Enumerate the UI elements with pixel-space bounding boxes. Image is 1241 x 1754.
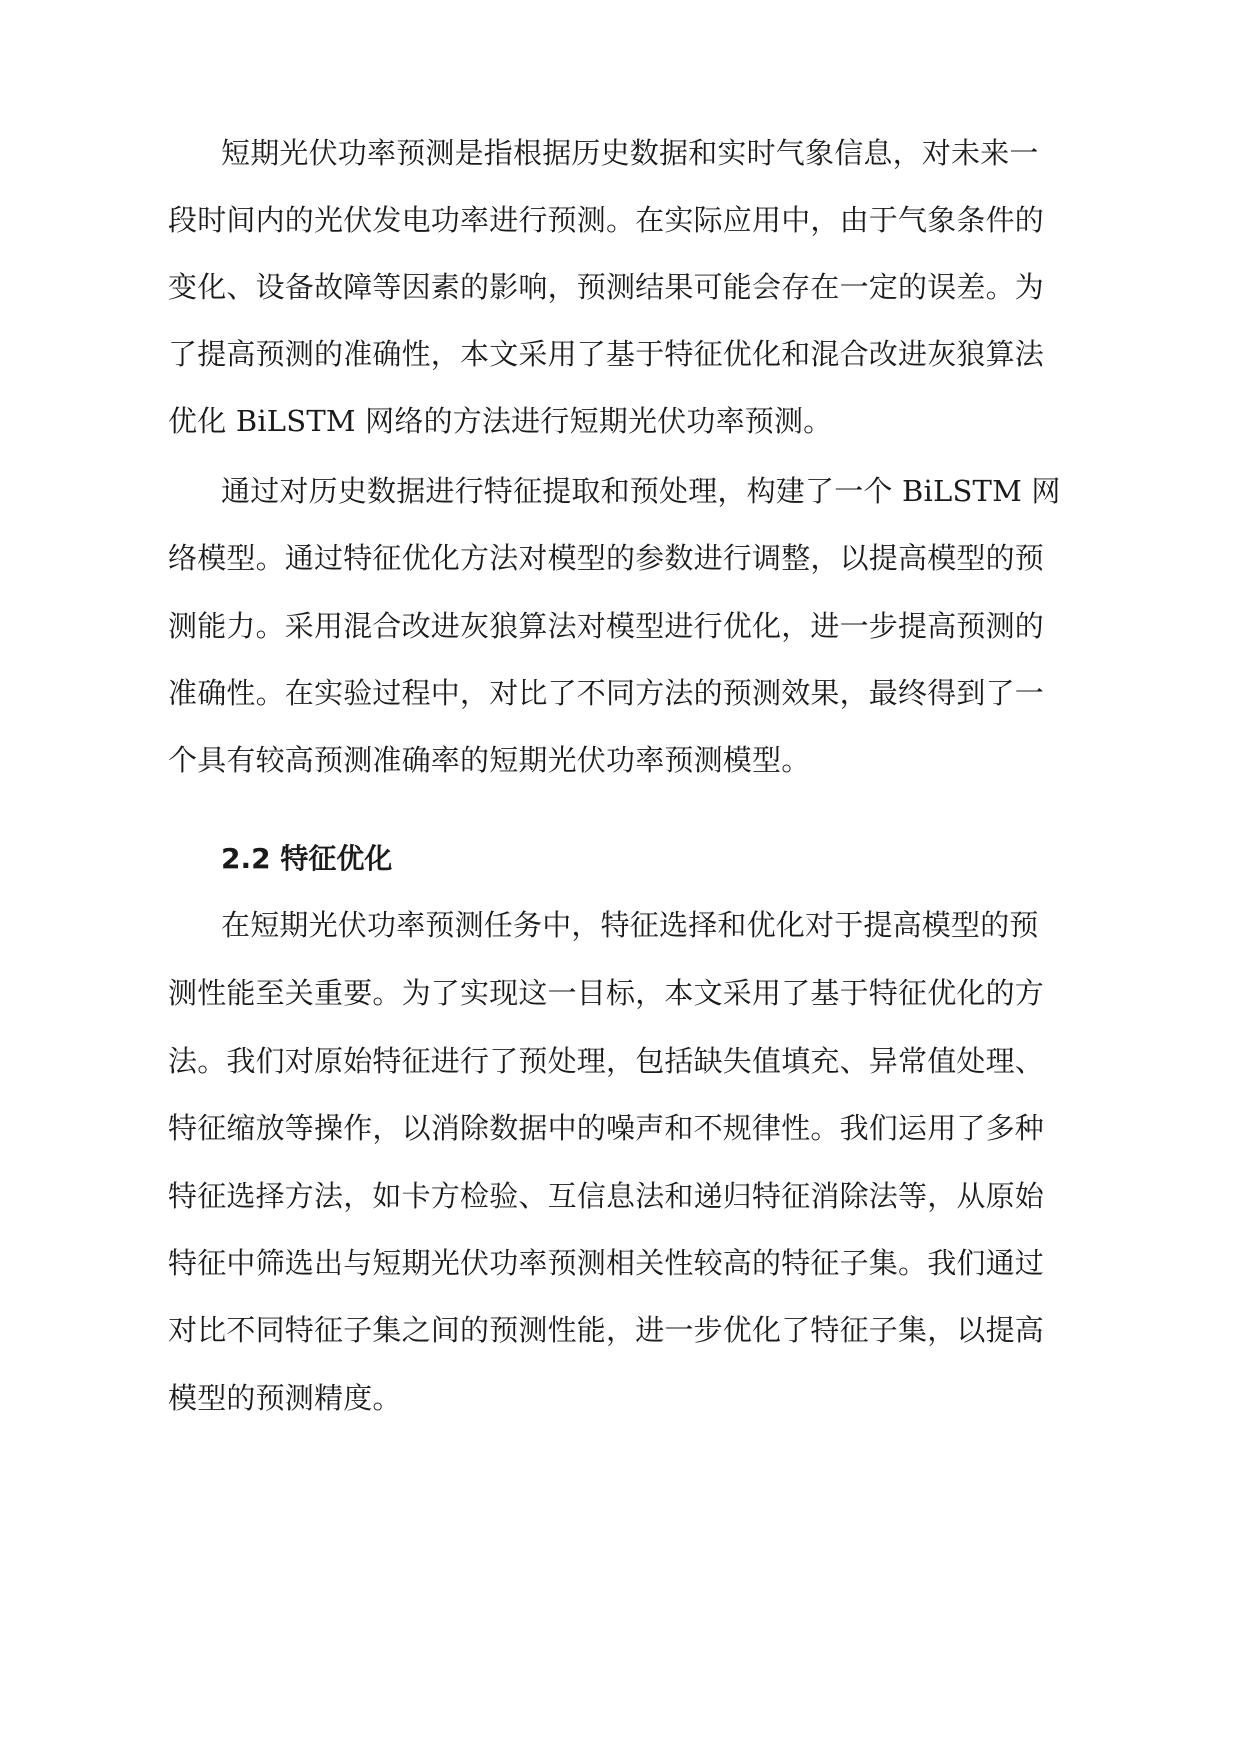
paragraph-3-line-2: 测性能至关重要。为了实现这一目标，本文采用了基于特征优化的方 bbox=[168, 976, 1045, 1010]
paragraph-1-line-5: 优化 BiLSTM 网络的方法进行短期光伏功率预测。 bbox=[168, 404, 833, 438]
paragraph-2-line-3: 测能力。采用混合改进灰狼算法对模型进行优化，进一步提高预测的 bbox=[168, 609, 1045, 643]
paragraph-2-line-4: 准确性。在实验过程中，对比了不同方法的预测效果，最终得到了一 bbox=[168, 676, 1045, 710]
paragraph-3-line-1: 在短期光伏功率预测任务中，特征选择和优化对于提高模型的预 bbox=[221, 908, 1039, 942]
paragraph-3-line-5: 特征选择方法，如卡方检验、互信息法和递归特征消除法等，从原始 bbox=[168, 1179, 1045, 1213]
paragraph-1-line-4: 了提高预测的准确性，本文采用了基于特征优化和混合改进灰狼算法 bbox=[168, 337, 1045, 371]
section-heading: 2.2 特征优化 bbox=[221, 842, 393, 875]
paragraph-1-line-2: 段时间内的光伏发电功率进行预测。在实际应用中，由于气象条件的 bbox=[168, 203, 1045, 237]
paragraph-2-line-1: 通过对历史数据进行特征提取和预处理，构建了一个 BiLSTM 网 bbox=[221, 474, 1061, 508]
paragraph-2-line-5: 个具有较高预测准确率的短期光伏功率预测模型。 bbox=[168, 743, 811, 777]
paragraph-3-line-8: 模型的预测精度。 bbox=[168, 1381, 402, 1415]
paragraph-1-line-1: 短期光伏功率预测是指根据历史数据和实时气象信息，对未来一 bbox=[221, 136, 1039, 170]
paragraph-3-line-7: 对比不同特征子集之间的预测性能，进一步优化了特征子集，以提高 bbox=[168, 1313, 1045, 1347]
paragraph-3-line-3: 法。我们对原始特征进行了预处理，包括缺失值填充、异常值处理、 bbox=[168, 1044, 1045, 1078]
paragraph-3-line-4: 特征缩放等操作，以消除数据中的噪声和不规律性。我们运用了多种 bbox=[168, 1111, 1045, 1145]
paragraph-1-line-3: 变化、设备故障等因素的影响，预测结果可能会存在一定的误差。为 bbox=[168, 270, 1045, 304]
paragraph-2-line-2: 络模型。通过特征优化方法对模型的参数进行调整，以提高模型的预 bbox=[168, 541, 1045, 575]
paragraph-3-line-6: 特征中筛选出与短期光伏功率预测相关性较高的特征子集。我们通过 bbox=[168, 1246, 1045, 1280]
